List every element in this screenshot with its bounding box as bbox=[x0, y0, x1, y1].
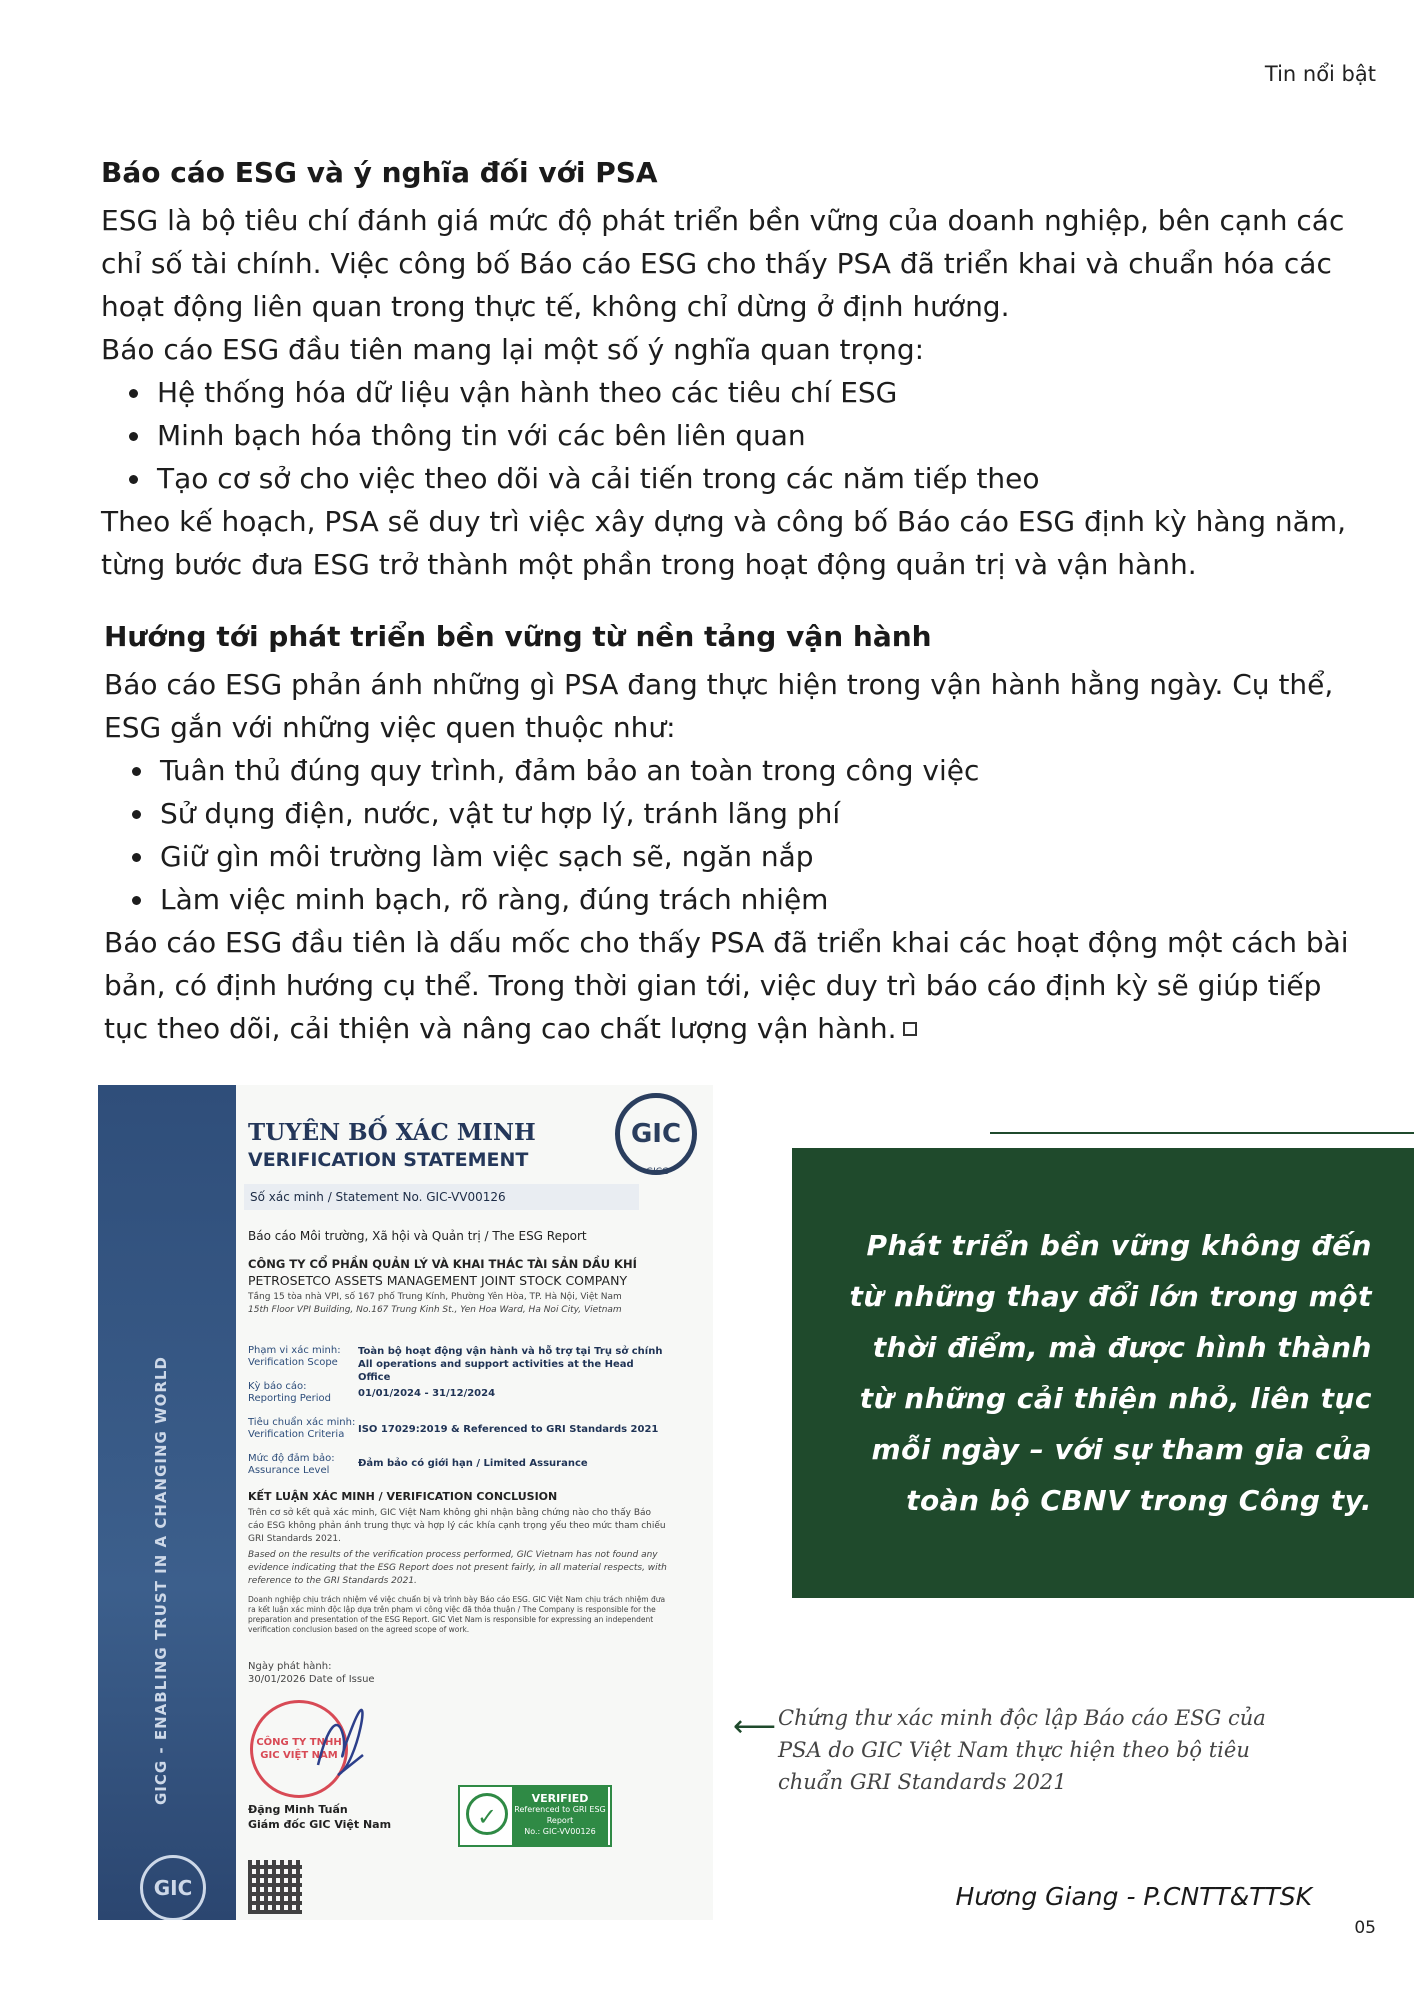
section-sustainable-development bbox=[104, 620, 1354, 1050]
paragraph-text: Báo cáo ESG đầu tiên là dấu mốc cho thấy PSA đã triển khai các hoạt động một cách bài bản, có định hướng cụ thể. Trong thời gian tới, việc duy trì báo cáo định kỳ sẽ giúp tiếp tục theo dõi, cải thiện và nâng cao chất lượng vận hành. bbox=[104, 926, 1349, 1045]
quote-text: Phát triển bền vững không đến từ những thay đổi lớn trong một thời điểm, mà được hình thành từ những cải thiện nhỏ, liên tục mỗi ngày – với sự tham gia của toàn bộ CBNV trong Công ty. bbox=[849, 1229, 1372, 1517]
check-icon: ✓ bbox=[466, 1793, 508, 1835]
arrow-left-icon: ⟵ bbox=[733, 1709, 777, 1744]
badge-text bbox=[512, 1787, 608, 1845]
author-byline: Hương Giang - P.CNTT&TTSK bbox=[955, 1882, 1312, 1911]
certificate-signer-name: Đặng Minh Tuấn bbox=[248, 1803, 348, 1816]
list-item: • Hệ thống hóa dữ liệu vận hành theo các tiêu chí ESG bbox=[153, 371, 1351, 414]
certificate-address-en: 15th Floor VPI Building, No.167 Trung Kinh St., Yen Hoa Ward, Ha Noi City, Vietnam bbox=[248, 1305, 622, 1315]
paragraph bbox=[104, 921, 1354, 1050]
page-number: 05 bbox=[1354, 1918, 1376, 1938]
bullet-list bbox=[101, 371, 1351, 500]
paragraph: Báo cáo ESG đầu tiên mang lại một số ý nghĩa quan trọng: bbox=[101, 333, 925, 366]
qr-code-icon bbox=[248, 1860, 302, 1914]
certificate-conclusion-vi: Trên cơ sở kết quả xác minh, GIC Việt Nam không ghi nhận bằng chứng nào cho thấy Báo cáo ESG không phản ánh trung thực và hợp lý các khía cạnh trọng yếu theo mức tham chiếu GRI Standards 2021. bbox=[248, 1508, 666, 1544]
list-item: • Minh bạch hóa thông tin với các bên liên quan bbox=[153, 414, 1351, 457]
list-item: • Giữ gìn môi trường làm việc sạch sẽ, ngăn nắp bbox=[156, 835, 1354, 878]
certificate-signer-title: Giám đốc GIC Việt Nam bbox=[248, 1818, 392, 1831]
certificate-report-name: Báo cáo Môi trường, Xã hội và Quản trị / The ESG Report bbox=[248, 1229, 587, 1243]
certificate-body bbox=[238, 1085, 713, 1920]
paragraph: ESG là bộ tiêu chí đánh giá mức độ phát triển bền vững của doanh nghiệp, bên cạnh các chỉ số tài chính. Việc công bố Báo cáo ESG cho thấy PSA đã triển khai và chuẩn hóa các hoạt động liên quan trong thực tế, không chỉ dừng ở định hướng. bbox=[101, 204, 1345, 323]
list-item: • Làm việc minh bạch, rõ ràng, đúng trách nhiệm bbox=[156, 878, 1354, 921]
certificate-company-en: PETROSETCO ASSETS MANAGEMENT JOINT STOCK COMPANY bbox=[248, 1273, 628, 1288]
section-esg-meaning bbox=[101, 156, 1351, 586]
certificate-issue-date: Ngày phát hành: 30/01/2026 Date of Issue bbox=[248, 1661, 375, 1685]
certificate-title-en: VERIFICATION STATEMENT bbox=[248, 1149, 529, 1171]
list-item: • Tạo cơ sở cho việc theo dõi và cải tiến trong các năm tiếp theo bbox=[153, 457, 1351, 500]
certificate-scope-value: Toàn bộ hoạt động vận hành và hỗ trợ tại Trụ sở chính All operations and support activities at the Head Office bbox=[358, 1346, 663, 1383]
certificate-statement-no: Số xác minh / Statement No. GIC-VV00126 bbox=[244, 1184, 639, 1210]
gic-logo-icon: GIC bbox=[615, 1093, 697, 1175]
gic-logo-subtext: GICG bbox=[646, 1167, 669, 1177]
certificate-period-value: 01/01/2024 - 31/12/2024 bbox=[358, 1388, 496, 1399]
quote-box bbox=[792, 1148, 1414, 1598]
certificate-assurance-label: Mức độ đảm bảo: Assurance Level bbox=[248, 1453, 335, 1476]
section-title: Báo cáo ESG và ý nghĩa đối với PSA bbox=[101, 156, 658, 189]
certificate-company-vi: CÔNG TY CỔ PHẦN QUẢN LÝ VÀ KHAI THÁC TÀI SẢN DẦU KHÍ bbox=[248, 1257, 637, 1271]
bullet-list bbox=[104, 749, 1354, 921]
paragraph: Theo kế hoạch, PSA sẽ duy trì việc xây dựng và công bố Báo cáo ESG định kỳ hàng năm, từng bước đưa ESG trở thành một phần trong hoạt động quản trị và vận hành. bbox=[101, 505, 1347, 581]
quote-divider bbox=[990, 1132, 1414, 1134]
certificate-criteria-value: ISO 17029:2019 & Referenced to GRI Standards 2021 bbox=[358, 1424, 659, 1435]
list-item: • Tuân thủ đúng quy trình, đảm bảo an toàn trong công việc bbox=[156, 749, 1354, 792]
signature-icon bbox=[308, 1705, 368, 1785]
certificate-period-label: Kỳ báo cáo: Reporting Period bbox=[248, 1381, 331, 1404]
image-caption: Chứng thư xác minh độc lập Báo cáo ESG của PSA do GIC Việt Nam thực hiện theo bộ tiêu chuẩn GRI Standards 2021 bbox=[778, 1706, 1266, 1794]
certificate-conclusion-en: Based on the results of the verification process performed, GIC Vietnam has not found any evidence indicating that the ESG Report does not present fairly, in all material respects, with reference to the GRI Standards 2021. bbox=[248, 1550, 667, 1586]
certificate-assurance-value: Đảm bảo có giới hạn / Limited Assurance bbox=[358, 1458, 588, 1469]
badge-title: VERIFIED bbox=[531, 1792, 589, 1805]
verified-badge bbox=[458, 1785, 612, 1847]
certificate-address-vi: Tầng 15 tòa nhà VPI, số 167 phố Trung Kính, Phường Yên Hòa, TP. Hà Nội, Việt Nam bbox=[248, 1292, 622, 1302]
certificate-side-text: GICG - ENABLING TRUST IN A CHANGING WORLD bbox=[152, 1356, 170, 1805]
certificate-side-band bbox=[98, 1085, 236, 1920]
certificate-scope-label: Phạm vi xác minh: Verification Scope bbox=[248, 1345, 341, 1368]
badge-no: No.: GIC-VV00126 bbox=[524, 1827, 596, 1836]
badge-sub: Referenced to GRI ESG Report bbox=[514, 1805, 606, 1825]
certificate-conclusion-title: KẾT LUẬN XÁC MINH / VERIFICATION CONCLUSION bbox=[248, 1490, 558, 1503]
certificate-criteria-label: Tiêu chuẩn xác minh: Verification Criteria bbox=[248, 1417, 356, 1440]
end-mark-icon bbox=[903, 1022, 917, 1036]
stamp-text: CÔNG TY TNHH GIC VIỆT NAM bbox=[256, 1737, 342, 1761]
certificate-responsibility: Doanh nghiệp chịu trách nhiệm về việc chuẩn bị và trình bày Báo cáo ESG. GIC Việt Nam chịu trách nhiệm đưa ra kết luận xác minh độc lập dựa trên phạm vi công việc đã thỏa thuận / The Company is responsible for the preparation and presentation of the ESG Report. GIC Viet Nam is responsible for expressing an independent verification conclusion based on the agreed scope of work. bbox=[248, 1595, 666, 1634]
list-item: • Sử dụng điện, nước, vật tư hợp lý, tránh lãng phí bbox=[156, 792, 1354, 835]
verification-certificate-image bbox=[98, 1085, 713, 1920]
certificate-title-vi: TUYÊN BỐ XÁC MINH bbox=[248, 1119, 536, 1146]
section-title: Hướng tới phát triển bền vững từ nền tảng vận hành bbox=[104, 620, 932, 653]
gic-logo-icon: GIC bbox=[140, 1855, 206, 1920]
paragraph: Báo cáo ESG phản ánh những gì PSA đang thực hiện trong vận hành hằng ngày. Cụ thể, ESG gắn với những việc quen thuộc như: bbox=[104, 668, 1334, 744]
section-tag: Tin nổi bật bbox=[1264, 62, 1376, 86]
